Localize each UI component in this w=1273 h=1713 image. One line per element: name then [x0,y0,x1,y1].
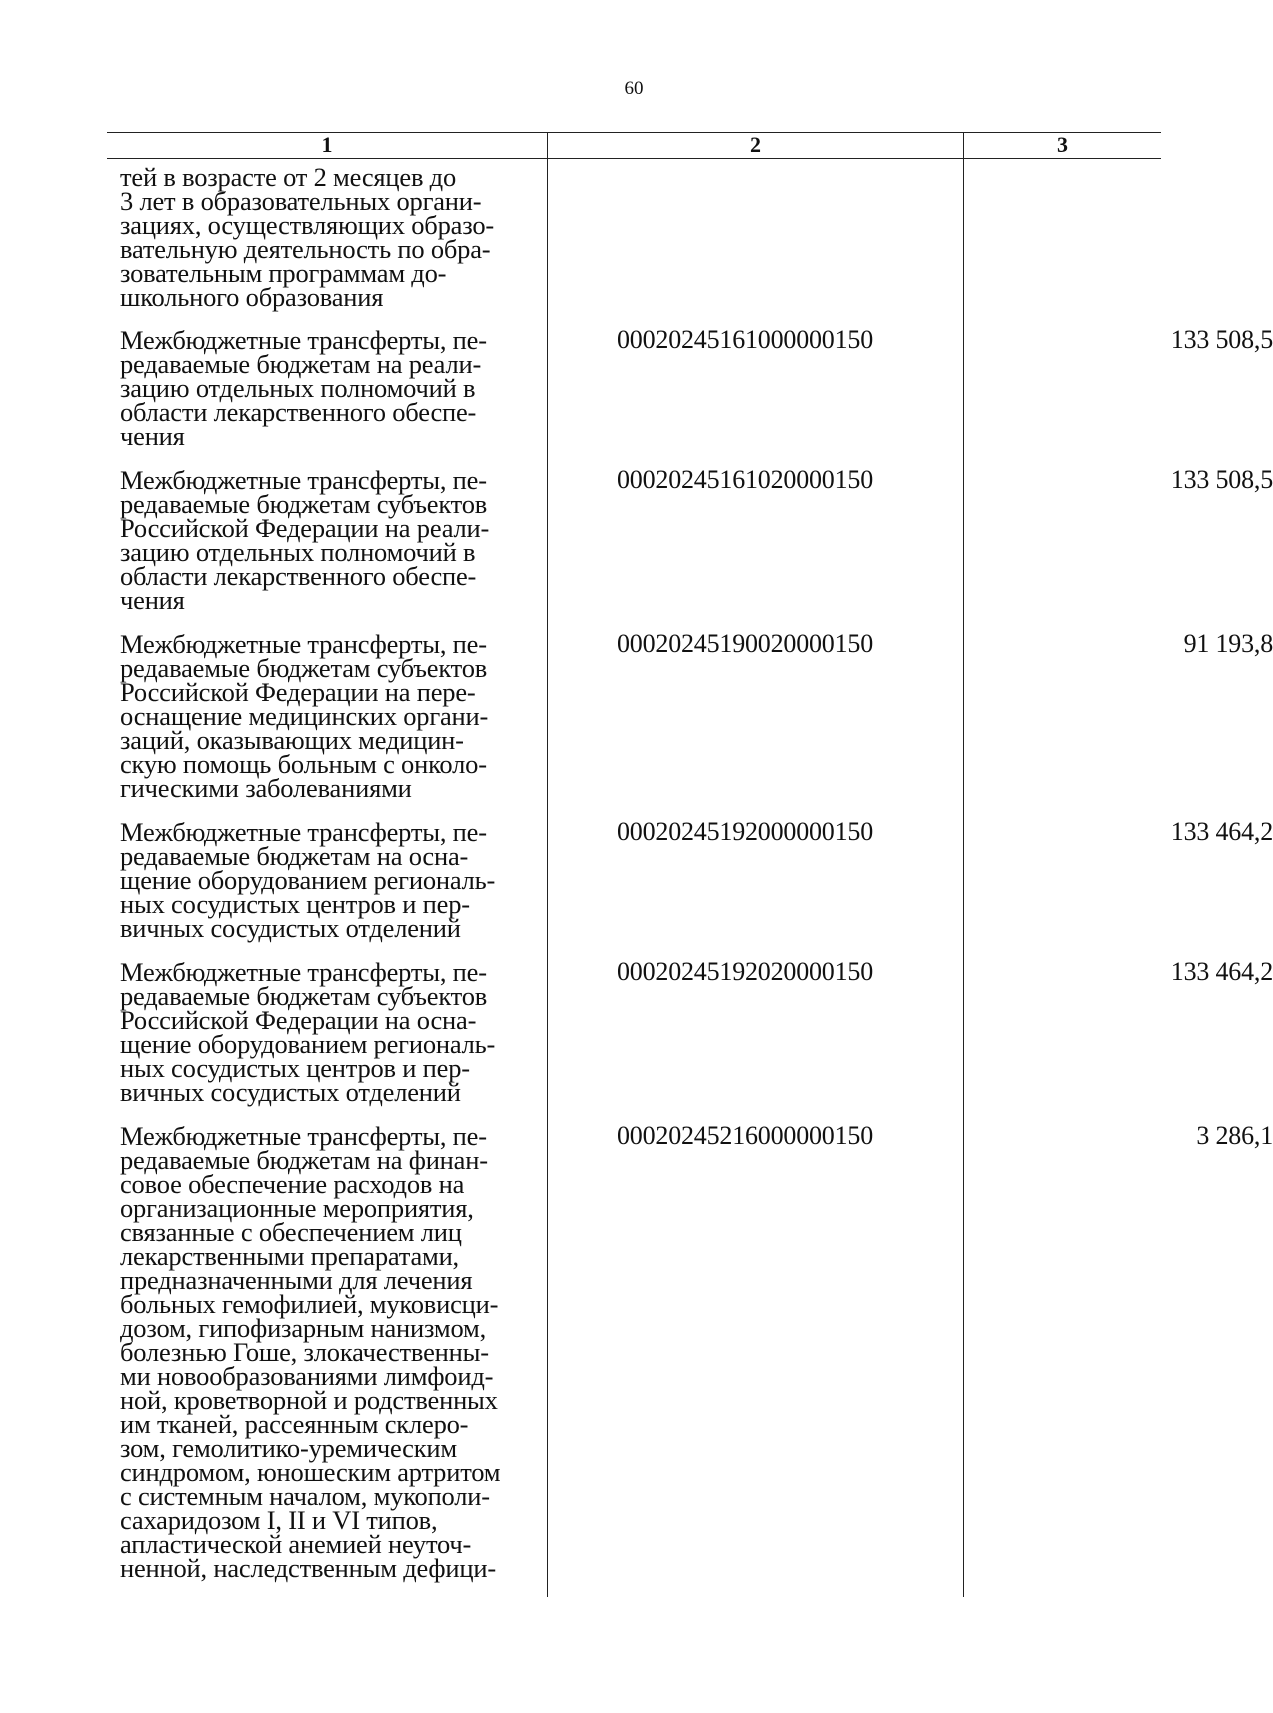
page-number: 60 [624,78,644,99]
row-amount: 133 464,2 [1170,817,1273,846]
row-description: Межбюджетные трансферты, пе- редаваемые бюджетам на реали- зацию отдельных полномочий в области лекарственного обеспе- чения [120,325,487,451]
header-cell-2: 2 [750,132,761,157]
row-code: 00020245190020000150 [617,629,874,658]
row-amount: 133 464,2 [1170,957,1273,986]
row-amount: 91 193,8 [1183,629,1273,658]
row-amount: 133 508,5 [1170,325,1273,354]
row-description: Межбюджетные трансферты, пе- редаваемые бюджетам субъектов Российской Федерации на реали- зацию отдельных полномочий в области лекарственного обеспе- чения [120,465,490,615]
column-divider-2 [963,132,964,1597]
row-code: 00020245161000000150 [617,325,874,354]
row-code: 00020245216000000150 [617,1121,874,1150]
row-description: Межбюджетные трансферты, пе- редаваемые бюджетам субъектов Российской Федерации на осна- щение оборудованием региональ- ных сосудистых центров и пер- вичных сосудистых отделений [120,957,496,1107]
row-code: 00020245192000000150 [617,817,874,846]
header-cell-3: 3 [1057,132,1068,157]
row-description: Межбюджетные трансферты, пе- редаваемые бюджетам на финан- совое обеспечение расходов на организационные мероприятия, связанные с обеспечением лиц лекарственными препаратами, предназначенными для лечения больных гемофилией, муковисци- дозом, гипофизарным нанизмом, болезнью Гоше, злокачественны- ми новообразованиями лимфоид- ной, кроветворной и родственных им тканей, рассеянным склеро- зом, гемолитико-уремическим синдромом, юношеским артритом с системным началом, мукополи- сахаридозом I, II и VI типов, апластической анемией неуточ- ненной, наследственным дефици- [120,1121,501,1583]
row-amount: 133 508,5 [1170,465,1273,494]
row-code: 00020245192020000150 [617,957,874,986]
row-description: Межбюджетные трансферты, пе- редаваемые бюджетам на осна- щение оборудованием региональ- ных сосудистых центров и пер- вичных сосудистых отделений [120,817,496,943]
row-description: тей в возрасте от 2 месяцев до 3 лет в образовательных органи- зациях, осуществляющих образо- вательную деятельность по обра- зовательным программам до- школьного образования [120,162,494,312]
row-amount: 3 286,1 [1196,1121,1273,1150]
row-description: Межбюджетные трансферты, пе- редаваемые бюджетам субъектов Российской Федерации на пере- оснащение медицинских органи- заций, оказывающих медицин- скую помощь больным с онколо- гическими заболеваниями [120,629,489,803]
table-header-border [107,158,1161,159]
header-cell-1: 1 [321,132,333,157]
row-code: 00020245161020000150 [617,465,874,494]
